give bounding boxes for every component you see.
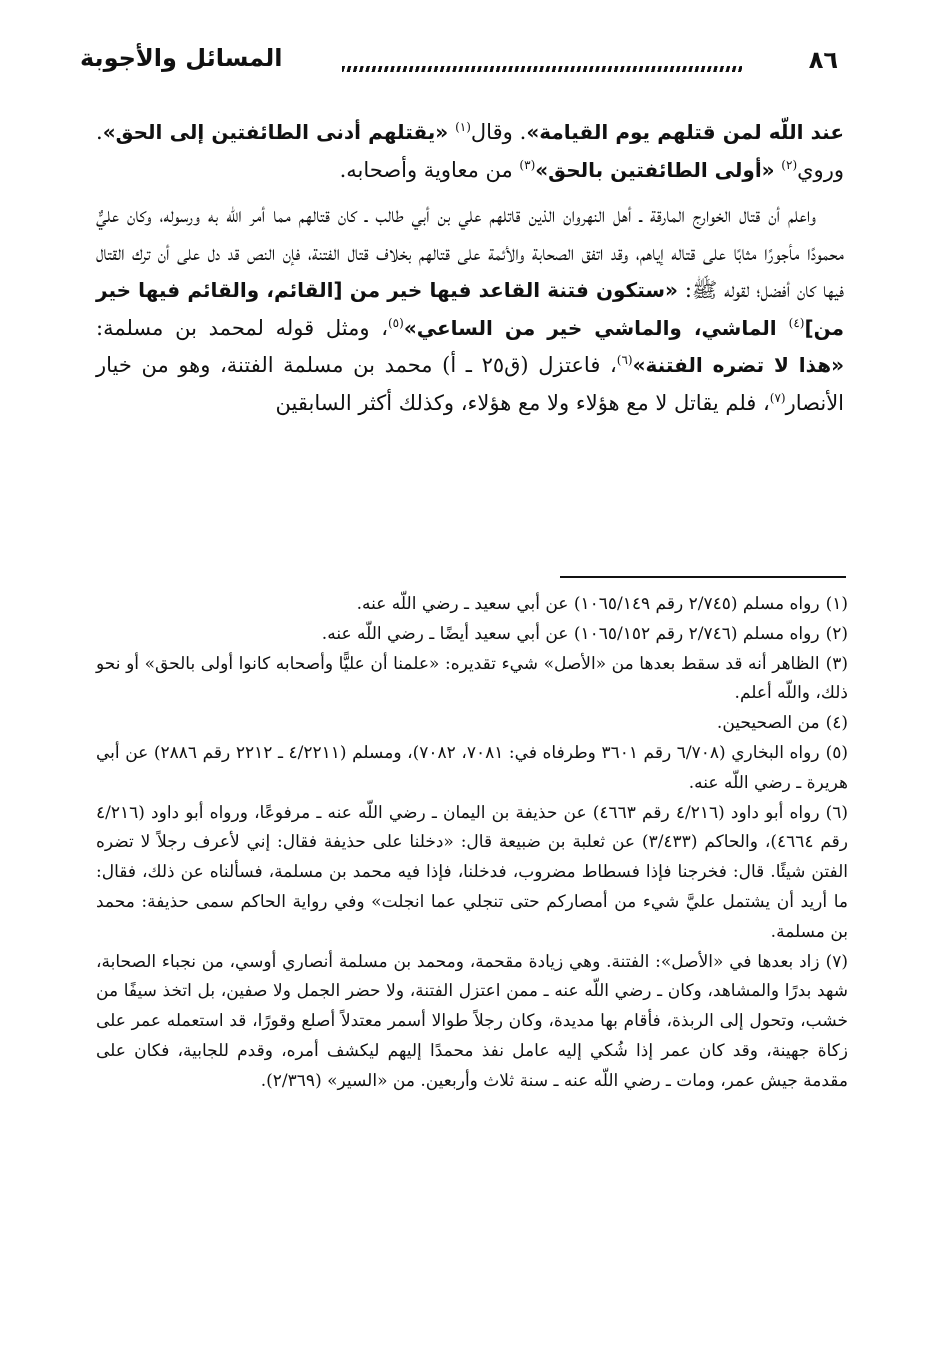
footnote-text: رواه البخاري (٦/٧٠٨ رقم ٣٦٠١ وطرفاه في: ٧٠٨١، ٧٠٨٢)، ومسلم (٤/٢٢١١ ـ ٢٢١٢ رقم ٢٨٨٦) عن أبي هريرة ـ رضي اللّه عنه. [96, 742, 848, 793]
main-text [96, 114, 844, 430]
hadith-quote: عند اللّه لمن قتلهم يوم القيامة» [526, 120, 844, 144]
page-number: ٨٦ [808, 46, 838, 74]
hadith-quote: «ستكون فتنة القاعد فيها خير من [القائم، والقائم فيها خير من] [96, 278, 844, 340]
paragraph-1 [96, 114, 844, 189]
paragraph-2 [96, 197, 844, 422]
footnote-text: زاد بعدها في «الأصل»: الفتنة. وهي زيادة مقحمة، ومحمد بن مسلمة أنصاري أوسي، من نجباء الصحابة، شهد بدرًا والمشاهد، وكان ـ رضي اللّه عنه ـ ممن اعتزل الفتنة، ولا حضر الجمل ولا صفين، بل اتخذ سيفًا من خشب، وتحول إلى الربذة، فأقام بها مديدة، وكان رجلاً طوالا أسمر معتدلاً أصلع وقورًا، قد استعمله عمر على زكاة جهينة، وقد كان عمر إذا شُكي إليه عامل نفذ محمدًا إليهم ليكشف أمره، وقدم للجابية، فكان على مقدمة جيش عمر، ومات ـ رضي اللّه عنه ـ سنة ثلاث وأربعين. من «السير» (٢/٣٦٩). [96, 951, 848, 1091]
running-head: المسائل والأجوبة [80, 44, 283, 72]
footnote-number: (٥) [825, 742, 848, 763]
footnote-text: رواه مسلم (٢/٧٤٦ رقم ١٠٦٥/١٥٢) عن أبي سعيد أيضًا ـ رضي اللّه عنه. [321, 623, 820, 644]
footnote-marker: (٢) [781, 157, 798, 172]
footnote-text: رواه مسلم (٢/٧٤٥ رقم ١٠٦٥/١٤٩) عن أبي سعيد ـ رضي اللّه عنه. [356, 594, 820, 614]
footnote-number: (٢) [825, 623, 848, 644]
footnote-number: (١) [825, 594, 848, 614]
footnote-marker: (٥) [387, 315, 404, 330]
text-run: ، فلم يقاتل لا مع هؤلاء ولا مع هؤلاء، وكذلك أكثر السابقين [275, 390, 770, 415]
footnote-text: الظاهر أنه قد سقط بعدها من «الأصل» شيء تقديره: «علمنا أن عليًّا وأصحابه كانوا أولى بالحق» أو نحو ذلك، واللّه أعلم. [96, 653, 848, 704]
footnote-text: من الصحيحين. [716, 713, 820, 734]
footnote-separator [560, 576, 846, 578]
footnote-marker: (٧) [769, 390, 786, 405]
text-run: ، ومثل قوله لمحمد بن مسلمة: [96, 315, 388, 340]
footnote-text: رواه أبو داود (٤/٢١٦ رقم ٤٦٦٣) عن حذيفة بن اليمان ـ رضي اللّه عنه ـ مرفوعًا، ورواه أبو داود (٤/٢١٦ رقم ٤٦٦٤)، والحاكم (٣/٤٣٣) عن ثعلبة بن ضبيعة قال: «دخلنا على حذيفة فقال: إني لأعرف رجلاً لا تضره الفتن شيئًا. قال: فخرجنا فإذا فسطاط مضروب، فدخلنا، فإذا فيه محمد بن مسلمة، فسألناه عن ذلك، فقال: ما أريد أن يشتمل عليَّ شيء من أمصاركم حتى تنجلي عما انجلت» وفي رواية الحاكم سمى حذيفة: محمد بن مسلمة. [96, 802, 849, 942]
text-run: ، فاعتزل (ق٢٥ ـ أ) محمد بن مسلمة الفتنة، وهو من خيار الأنصار [96, 353, 844, 415]
text-run: . وروي [96, 120, 844, 182]
hadith-quote: «هذا لا تضره الفتنة» [632, 353, 845, 377]
hadith-quote: الماشي، والماشي خير من الساعي» [403, 315, 789, 340]
header-decorative-rule [342, 66, 742, 72]
footnote-item [96, 709, 848, 739]
hadith-quote: «يقتلهم أدنى الطائفتين إلى الحق» [102, 120, 449, 144]
footnote-item [96, 948, 848, 1097]
footnote-item [96, 739, 848, 799]
text-run: . وقال [470, 120, 527, 144]
footnote-item [96, 799, 848, 948]
footnote-number: (٤) [825, 713, 848, 734]
footnote-marker: (١) [455, 120, 471, 134]
footnote-item [96, 590, 848, 620]
footnote-number: (٦) [825, 802, 848, 823]
footnote-item [96, 650, 848, 710]
text-run: واعلم أن قتال الخوارج المارقة ـ أهل النهروان الذين قاتلهم علي بن أبي طالب ـ كان قتالهم مما أمر اللّه به ورسوله، وكان عليٌّ محمودًا مأجورًا مثابًا على قتاله إياهم، وقد اتفق الصحابة والأئمة على قتالهم بخلاف قتال الفتنة، فإن النص قد دل على أن ترك القتال فيها كان أفضل؛ لقوله ﷺ: [96, 203, 845, 302]
hadith-quote: «أولى الطائفتين بالحق» [535, 157, 775, 182]
text-run: من معاوية وأصحابه. [339, 157, 520, 182]
footnote-marker: (٤) [788, 315, 805, 330]
page-header [80, 38, 852, 89]
footnote-number: (٣) [825, 653, 848, 674]
footnote-number: (٧) [825, 951, 848, 972]
footnote-marker: (٣) [519, 157, 536, 172]
footnotes [96, 590, 848, 1097]
footnote-item [96, 620, 848, 650]
footnote-marker: (٦) [616, 353, 633, 367]
